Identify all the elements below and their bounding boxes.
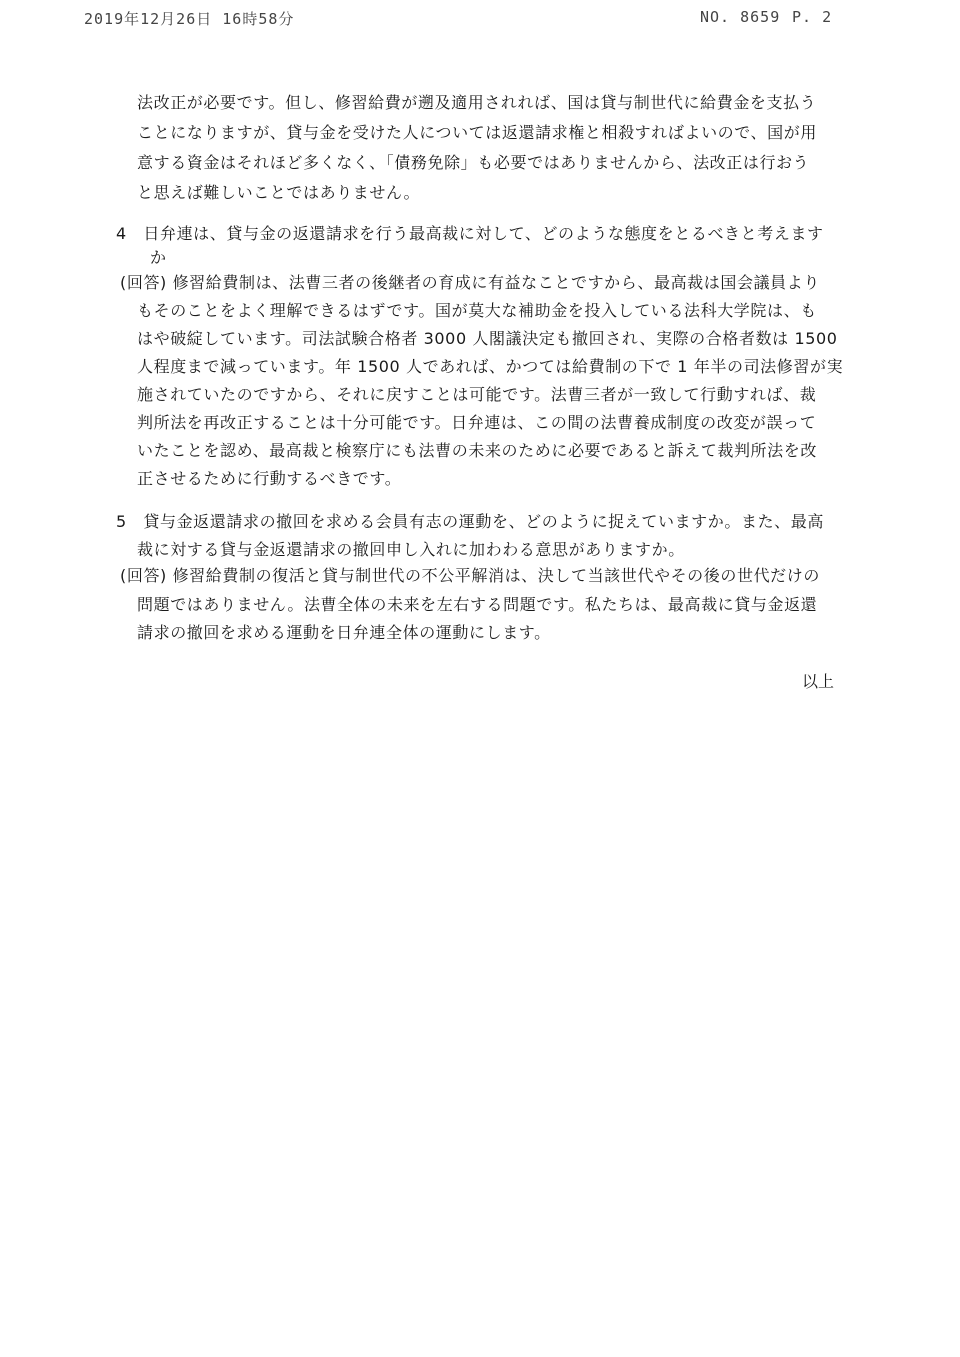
answer-line: (回答) 修習給費制の復活と貸与制世代の不公平解消は、決して当該世代やその後の世代だけの [120, 566, 820, 585]
answer-line: いたことを認め、最高裁と検察庁にも法曹の未来のために必要であると訴えて裁判所法を改 [137, 441, 817, 460]
answer-line: 請求の撤回を求める運動を日弁連全体の運動にします。 [137, 623, 551, 642]
answer-line: 問題ではありません。法曹全体の未来を左右する問題です。私たちは、最高裁に貸与金返還 [137, 595, 818, 614]
answer-line: 人程度まで減っています。年 1500 人であれば、かつては給費制の下で 1 年半の司法修習が実 [137, 357, 844, 376]
answer-line: 施されていたのですから、それに戻すことは可能です。法曹三者が一致して行動すれば、裁 [137, 385, 817, 404]
question-line: 5 貸与金返還請求の撤回を求める会員有志の運動を、どのように捉えていますか。また、最高 [116, 512, 824, 531]
fax-header [0, 8, 960, 34]
closing-mark: 以上 [802, 672, 835, 691]
question-line: か [150, 248, 167, 267]
question-line: 裁に対する貸与金返還請求の撤回申し入れに加わわる意思がありますか。 [137, 540, 685, 559]
question-line: 4 日弁連は、貸与金の返還請求を行う最高裁に対して、どのような態度をとるべきと考えます [116, 224, 824, 243]
answer-line: 正させるために行動するべきです。 [137, 469, 402, 488]
text-line: 法改正が必要です。但し、修習給費が遡及適用されれば、国は貸与制世代に給費金を支払う [137, 93, 817, 112]
fax-number: NO. 8659 [700, 8, 781, 26]
answer-line: 判所法を再改正することは十分可能です。日弁連は、この間の法曹養成制度の改変が誤って [137, 413, 817, 432]
answer-line: (回答) 修習給費制は、法曹三者の後継者の育成に有益なことですから、最高裁は国会議員より [120, 273, 820, 292]
text-line: と思えば難しいことではありません。 [137, 183, 421, 202]
fax-page-number: P. 2 [792, 8, 833, 26]
text-line: ことになりますが、貸与金を受けた人については返還請求権と相殺すればよいので、国が用 [137, 123, 817, 142]
fax-datetime: 2019年12月26日 16時58分 [84, 10, 295, 28]
answer-line: もそのことをよく理解できるはずです。国が莫大な補助金を投入している法科大学院は、も [137, 301, 817, 320]
answer-line: はや破綻しています。司法試験合格者 3000 人閣議決定も撤回され、実際の合格者数は 1500 [137, 329, 838, 348]
text-line: 意する資金はそれほど多くなく、「債務免除」も必要ではありませんから、法改正は行おう [137, 153, 810, 172]
